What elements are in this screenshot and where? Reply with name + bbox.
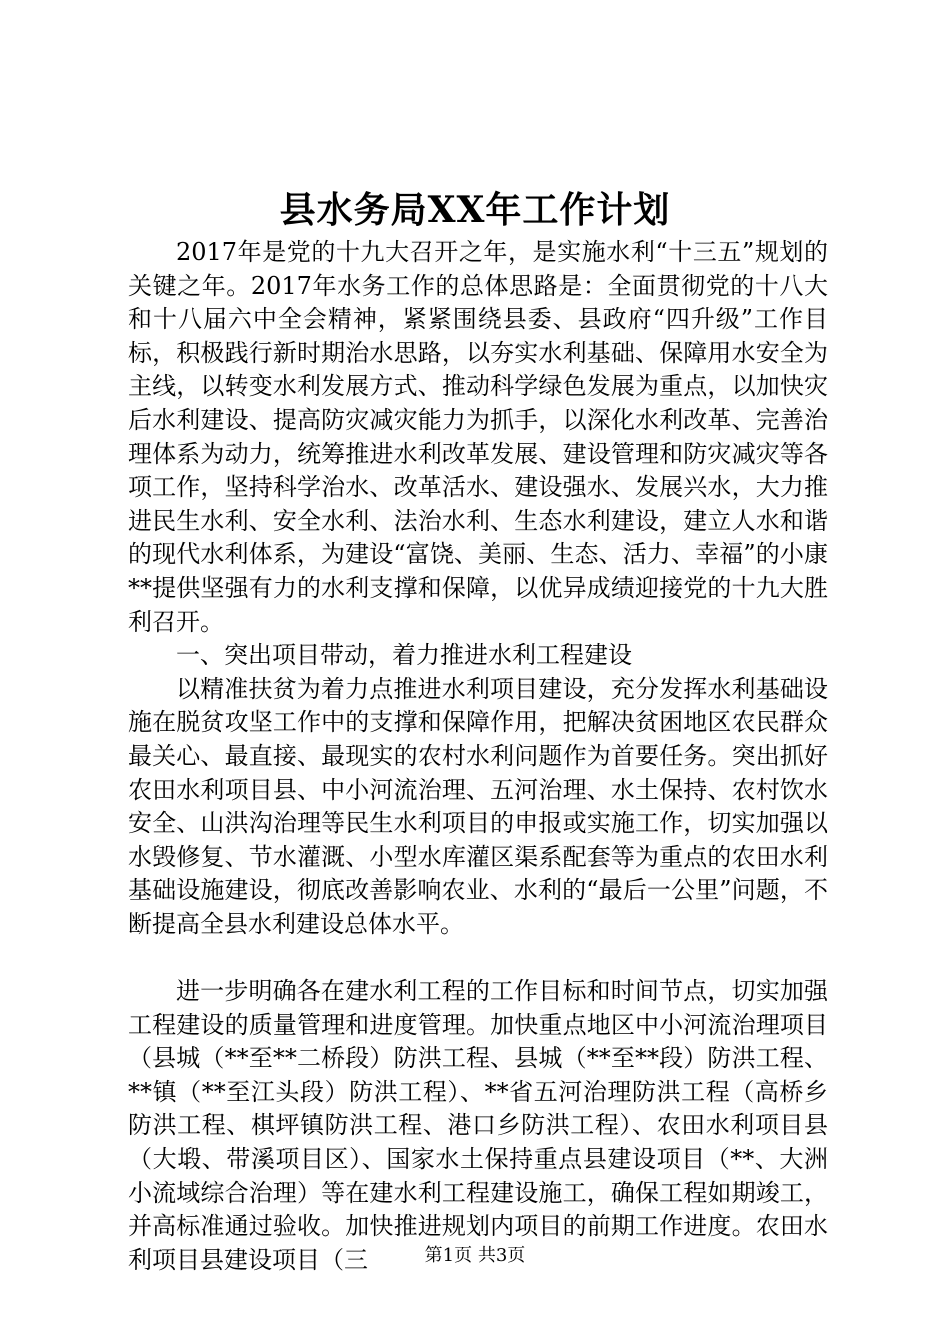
page-footer: 第1页 共3页 [424, 1245, 526, 1266]
paragraph-section1-1: 以精准扶贫为着力点推进水利项目建设，充分发挥水利基础设施在脱贫攻坚工作中的支撑和保障作用，把解决贫困地区农民群众最关心、最直接、最现实的农村水利问题作为首要任务。突出抓好农田水利项目县、中小河流治理、五河治理、水土保持、农村饮水安全、山洪沟治理等民生水利项目的申报或实施工作，切实加强以水毁修复、节水灌溉、小型水库灌区渠系配套等为重点的农田水利基础设施建设，彻底改善影响农业、水利的“最后一公里”问题，不断提高全县水利建设总体水平。 [128, 674, 828, 938]
section-heading-1: 一、突出项目带动，着力推进水利工程建设 [176, 641, 632, 670]
document-body [128, 236, 828, 1277]
paragraph-intro: 2017年是党的十九大召开之年，是实施水利“十三五”规划的关键之年。2017年水务工作的总体思路是：全面贯彻党的十八大和十八届六中全会精神，紧紧围绕县委、县政府“四升级”工作目标，积极践行新时期治水思路，以夯实水利基础、保障用水安全为主线，以转变水利发展方式、推动科学绿色发展为重点，以加快灾后水利建设、提高防灾减灾能力为抓手，以深化水利改革、完善治理体系为动力，统筹推进水利改革发展、建设管理和防灾减灾等各项工作，坚持科学治水、改革活水、建设强水、发展兴水，大力推进民生水利、安全水利、法治水利、生态水利建设，建立人水和谐的现代水利体系，为建设“富饶、美丽、生态、活力、幸福”的小康**提供坚强有力的水利支撑和保障，以优异成绩迎接党的十九大胜利召开。 [128, 238, 828, 636]
document-title: 县水务局XX年工作计划 [279, 189, 671, 231]
paragraph-section1-2: 进一步明确各在建水利工程的工作目标和时间节点，切实加强工程建设的质量管理和进度管理。加快重点地区中小河流治理项目（县城（**至**二桥段）防洪工程、县城（**至**段）防洪工程、**镇（**至江头段）防洪工程）、**省五河治理防洪工程（高桥乡防洪工程、棋坪镇防洪工程、港口乡防洪工程）、农田水利项目县（大塅、带溪项目区）、国家水土保持重点县建设项目（**、大洲小流域综合治理）等在建水利工程建设施工，确保工程如期竣工，并高标准通过验收。加快推进规划内项目的前期工作进度。农田水利项目县建设项目（三 [128, 977, 828, 1274]
paragraph-spacer [128, 941, 828, 975]
